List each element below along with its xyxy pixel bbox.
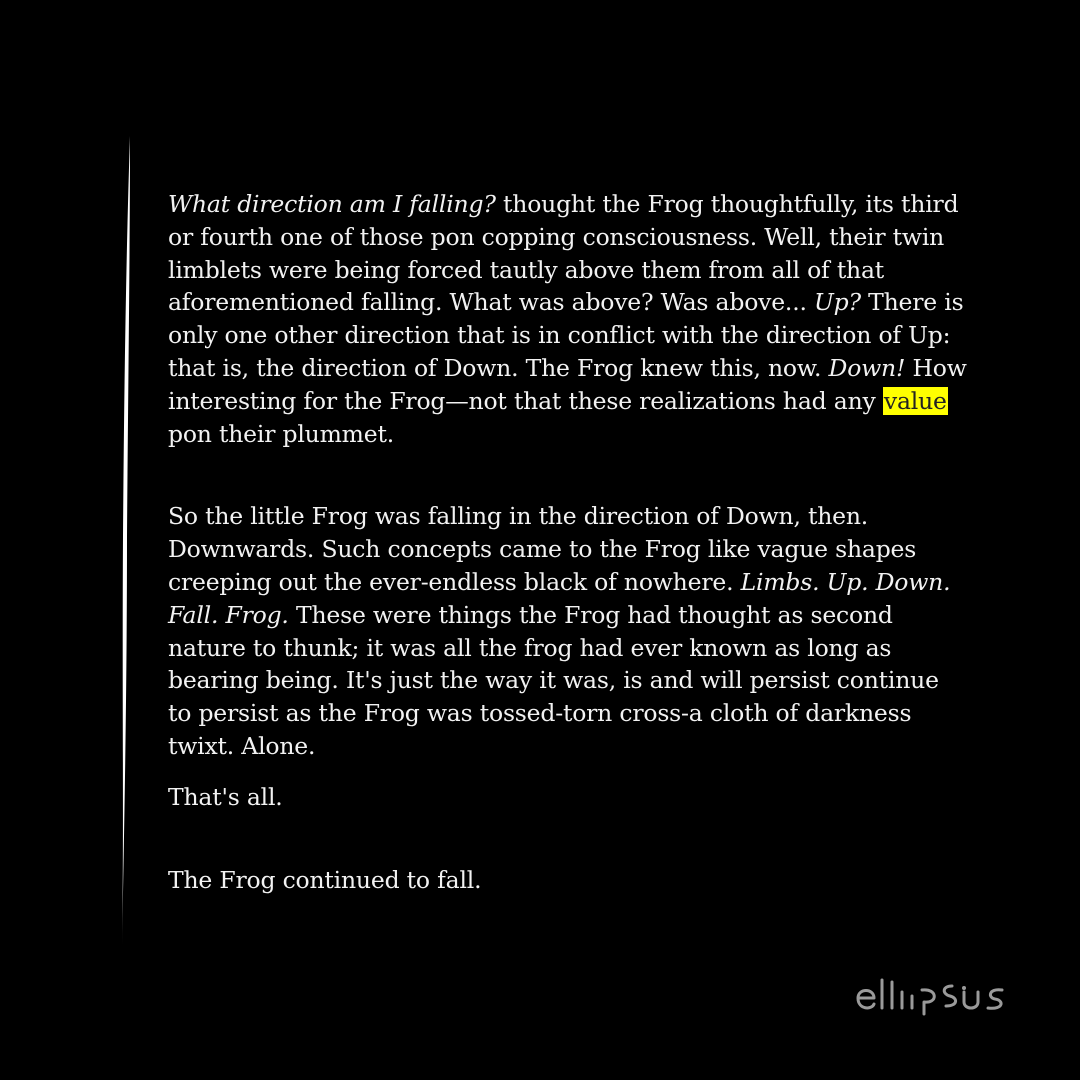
down-italic: Down!	[828, 353, 906, 382]
highlighted-word[interactable]: value	[883, 386, 947, 415]
paragraph-2	[168, 500, 968, 762]
paragraph-1-text-c: How interesting for the Frog—not that these realizations had any	[168, 353, 967, 415]
brush-stroke-divider	[112, 136, 140, 946]
paragraph-3: That's all.	[168, 782, 283, 811]
paragraph-1-text-d: pon their plummet.	[168, 419, 394, 448]
story-text	[168, 188, 968, 896]
paragraph-1	[168, 188, 968, 450]
paragraph-4: The Frog continued to fall.	[168, 865, 482, 894]
paragraph-1-text-b: There is only one other direction that is in conflict with the direction of Up: that is, the direction of Down. The Frog knew this, now.	[168, 288, 964, 382]
up-italic: Up?	[814, 288, 861, 317]
paragraph-2-text-b: These were things the Frog had thought as second nature to thunk; it was all the frog had ever known as long as bearing being. It's just the way it was, is and will persist continue to persist as the Frog was tossed-torn cross-a cloth of darkness twixt. Alone.	[168, 600, 939, 760]
keywords-italic: Limbs. Up. Down. Fall. Frog.	[168, 567, 951, 629]
paragraph-1-text-a: thought the Frog thoughtfully, its third or fourth one of those pon copping consciousness. Well, their twin limblets were being forced tautly above them from all of that aforementioned falling. What was above? Was above...	[168, 190, 959, 317]
paragraph-2-text-a: So the little Frog was falling in the direction of Down, then. Downwards. Such concepts came to the Frog like vague shapes creeping out the ever-endless black of nowhere.	[168, 502, 917, 596]
ellipsis-logo	[852, 968, 1008, 1016]
thought-italic: What direction am I falling?	[168, 190, 496, 218]
